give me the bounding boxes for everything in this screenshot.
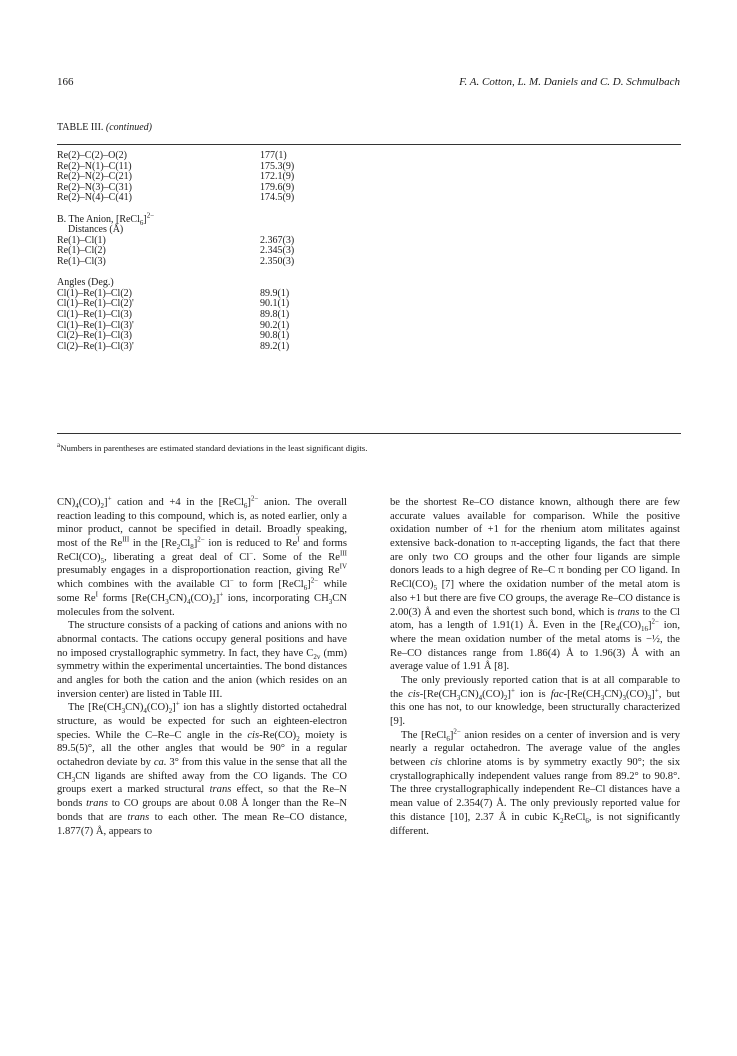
bond-value: 177(1): [260, 150, 287, 161]
table-footnote: $^a$Numbers in parentheses are estimated standard deviations in the least significant digits.: [57, 441, 368, 453]
table-top-rule: [57, 144, 681, 145]
table-row: [57, 236, 657, 247]
bond-value: 172.1(9): [260, 171, 295, 183]
table-row: [57, 183, 657, 194]
bond-label: Cl(2)–Re(1)–Cl(3): [57, 330, 132, 342]
table-row: [57, 342, 657, 353]
paragraph: The only previously reported cation that is at all comparable to the cis-$[Re(CH_3CN)_4(CO)_2]^+$ ion is fac-$[Re(CH_3CN)_3(CO)_3]^+$, but this one has not, to our knowledge, been structurally characterized [9].: [390, 674, 680, 727]
table-row: [57, 246, 657, 257]
table-row: [57, 299, 657, 310]
table-title: [57, 122, 152, 133]
bond-value: 89.8(1): [260, 308, 290, 320]
table-row: [57, 289, 657, 300]
table-bottom-rule: [57, 433, 681, 434]
bond-value: 89.9(1): [260, 287, 290, 299]
table-title-label: TABLE III.: [57, 122, 104, 133]
bond-label: Cl(1)–Re(1)–Cl(2): [57, 287, 132, 299]
rows-group-a: [57, 151, 657, 204]
page-number: 166: [57, 76, 74, 88]
bond-label: Re(2)–N(2)–C(21): [57, 171, 132, 183]
bond-label: Cl(1)–Re(1)–Cl(3)': [57, 319, 134, 331]
bond-value: 2.350(3): [260, 255, 295, 267]
rows-group-b: [57, 236, 657, 268]
bond-value: 90.8(1): [260, 330, 290, 342]
bond-label: Re(2)–N(4)–C(41): [57, 192, 132, 204]
bond-label: Re(1)–Cl(1): [57, 234, 106, 246]
table-row: [57, 172, 657, 183]
table-row: [57, 321, 657, 332]
bond-label: Re(2)–N(1)–C(11): [57, 160, 132, 172]
bond-label: Re(1)–Cl(3): [57, 255, 106, 267]
bond-label: Re(1)–Cl(2): [57, 245, 106, 257]
bond-value: 2.345(3): [260, 245, 295, 257]
table-row: [57, 331, 657, 342]
section-b-title: B. The Anion, [ReCl$_6$]$^{2-}$: [57, 211, 155, 227]
bond-value: 174.5(9): [260, 192, 295, 204]
bond-label: Re(2)–C(2)–O(2): [57, 150, 127, 161]
bond-label: Re(2)–N(3)–C(31): [57, 181, 132, 193]
paragraph: $CN)_4(CO)_2]^+$ cation and +4 in the [ReCl$_6$]$^{2-}$ anion. The overall reaction leading to this compound, which is, as noted earlier, only a minor product, cannot be specified in detail. Broadly speaking, most of the $Re^{III}$ in the $[Re_2Cl_8]^{2-}$ ion is reduced to $Re^I$ and forms $ReCl(CO)_5$, liberating a great deal of Cl−. Some of the $Re^{III}$ presumably engages in a disproportionation reaction, giving $Re^{IV}$ which combines with the available Cl− to form [ReCl$_6$]$^{2-}$ while some $Re^I$ forms $[Re(CH_3CN)_4(CO)_2]^+$ ions, incorporating $CH_3CN$ molecules from the solvent.: [57, 494, 348, 618]
paragraph: The [ReCl$_6$]$^{2-}$ anion resides on a center of inversion and is very nearly a regular octahedron. The average value of the angles between cis chlorine atoms is by symmetry exactly 90°; the six crystallographically independent values range from 89.2° to 90.8°. The three crystallographically independent Re–Cl distances have a mean value of 2.354(7) Å. The only previously reported value for this distance [10], 2.37 Å in cubic $K_2ReCl_6$, is not significantly different.: [390, 727, 681, 837]
paragraph: The structure consists of a packing of cations and anions with no abnormal contacts. The cations occupy general positions and have no imposed crystallographic symmetry. In fact, they have $C_{2v}$ (mm) symmetry within the experimental uncertainties. The bond distances and angles for both the cation and the anion (which resides on an inversion center) are listed in Table III.: [57, 620, 348, 700]
rows-group-c: [57, 289, 657, 353]
table-row: [57, 257, 657, 268]
bond-label: Cl(1)–Re(1)–Cl(3): [57, 308, 132, 320]
bond-value: 175.3(9): [260, 160, 295, 172]
table-row: [57, 151, 657, 162]
page-header: [57, 76, 680, 90]
bond-label: Cl(2)–Re(1)–Cl(3)': [57, 340, 134, 352]
table-title-suffix: (continued): [105, 122, 152, 133]
angles-label: Angles (Deg.): [57, 277, 114, 289]
bond-value: 90.2(1): [260, 319, 290, 331]
bond-label: Cl(1)–Re(1)–Cl(2)': [57, 298, 134, 310]
body-column-left: [57, 496, 347, 838]
bond-table: [57, 151, 657, 352]
table-row: [57, 193, 657, 204]
bond-value: 90.1(1): [260, 298, 290, 310]
paragraph: be the shortest Re–CO distance known, although there are few accurate values available for comparison. While the positive oxidation number of +1 for the rhenium atom militates against extensive back-donation to π-accepting ligands, the fact that there are only two CO groups and the other four ligands are simple donors leads to a high degree of Re–C π bonding per CO ligand. In $ReCl(CO)_5$ [7] where the oxidation number of the metal atom is also +1 but there are five CO groups, the average Re–CO distance is 2.00(3) Å and even the shortest such bond, which is trans to the Cl atom, has a length of 1.91(1) Å. Even in the $[Re_4(CO)_{16}]^{2-}$ ion, where the mean oxidation number of the metal atoms is −½, the Re–CO distances range from 1.86(4) Å to 1.96(3) Å with an average value of 1.91 Å [8].: [390, 497, 680, 673]
distances-label: Distances (Å): [68, 224, 124, 236]
body-column-right: [390, 496, 680, 838]
paragraph: The $[Re(CH_3CN)_4(CO)_2]^+$ ion has a slightly distorted octahedral structure, as would be expected for such an eighteen-electron species. While the C–Re–C angle in the cis-$Re(CO)_2$ moiety is 89.5(5)°, all the other angles that would be 90° in a regular octahedron deviate by ca. 3° from this value in the sense that all the $CH_3CN$ ligands are shifted away from the CO ligands. The CO groups exert a marked structural trans effect, so that the Re–N bonds trans to CO groups are about 0.08 Å longer than the Re–N bonds that are trans to each other. The mean Re–CO distance, 1.877(7) Å, appears to: [57, 699, 348, 837]
bond-value: 2.367(3): [260, 234, 295, 246]
bond-value: 89.2(1): [260, 340, 290, 352]
bond-value: 179.6(9): [260, 181, 295, 193]
running-head-authors: F. A. Cotton, L. M. Daniels and C. D. Schmulbach: [459, 76, 680, 88]
table-row: [57, 310, 657, 321]
table-row: [57, 162, 657, 173]
